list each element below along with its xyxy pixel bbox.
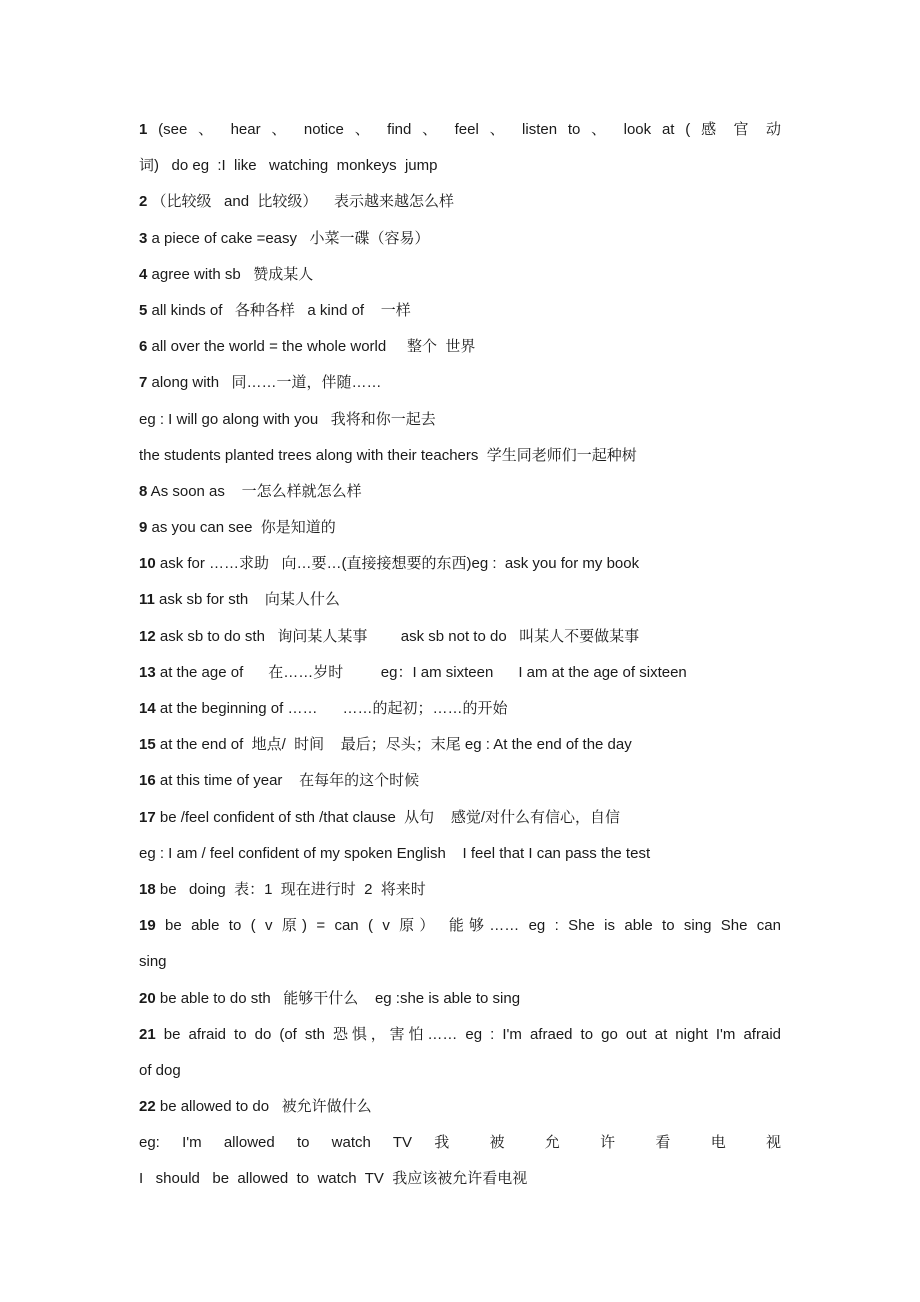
item-number: 2 bbox=[139, 193, 148, 211]
text-line-22 bbox=[139, 872, 781, 908]
line-text: （比较级 and 比较级） 表示越来越怎么样 bbox=[147, 193, 455, 211]
text-line-4 bbox=[139, 221, 781, 257]
line-text: be /feel confident of sth /that clause 从句 感觉/对什么有信心，自信 bbox=[155, 808, 621, 826]
line-text: be able to ( v 原) = can ( v 原） 能够…… eg : She is able to sing She can bbox=[155, 917, 781, 935]
text-line-10 bbox=[139, 438, 781, 474]
text-line-7 bbox=[139, 329, 781, 365]
text-line-30 bbox=[139, 1161, 781, 1197]
line-text: eg : I am / feel confident of my spoken English I feel that I can pass the test bbox=[139, 844, 651, 862]
line-text: a piece of cake =easy 小菜一碟（容易） bbox=[147, 229, 430, 247]
line-text: at the beginning of …… ……的起初；……的开始 bbox=[155, 700, 508, 717]
item-number: 11 bbox=[139, 591, 155, 609]
text-line-28 bbox=[139, 1089, 781, 1125]
item-number: 19 bbox=[139, 917, 156, 935]
line-text: agree with sb 赞成某人 bbox=[147, 265, 314, 283]
line-text: be allowed to do 被允许做什么 bbox=[155, 1098, 372, 1116]
text-line-26 bbox=[139, 1017, 781, 1053]
item-number: 20 bbox=[139, 989, 156, 1007]
text-line-24 bbox=[139, 944, 781, 980]
text-line-19 bbox=[139, 763, 781, 799]
text-line-21 bbox=[139, 836, 781, 872]
line-text: the students planted trees along with their teachers 学生同老师们一起种树 bbox=[139, 446, 637, 464]
line-text: as you can see 你是知道的 bbox=[147, 519, 336, 537]
text-line-14 bbox=[139, 582, 781, 618]
line-text: I should be allowed to watch TV 我应该被允许看电视 bbox=[139, 1170, 528, 1188]
document-page bbox=[139, 112, 781, 1198]
line-text: at the end of 地点/ 时间 最后；尽头；末尾 eg : At the end of the day bbox=[155, 736, 632, 754]
text-line-25 bbox=[139, 981, 781, 1017]
line-text: all kinds of 各种各样 a kind of 一样 bbox=[147, 301, 411, 319]
line-text: be afraid to do (of sth 恐惧，害怕…… eg : I'm afraed to go out at night I'm afraid bbox=[155, 1025, 781, 1043]
text-line-17 bbox=[139, 691, 781, 727]
item-number: 12 bbox=[139, 627, 156, 645]
item-number: 17 bbox=[139, 808, 156, 826]
item-number: 7 bbox=[139, 374, 148, 392]
line-text: all over the world = the whole world 整个 世界 bbox=[147, 338, 476, 356]
text-line-6 bbox=[139, 293, 781, 329]
item-number: 21 bbox=[139, 1025, 156, 1043]
text-line-16 bbox=[139, 655, 781, 691]
item-number: 1 bbox=[139, 121, 148, 138]
line-text: be doing 表：1 现在进行时 2 将来时 bbox=[155, 880, 426, 898]
text-line-29 bbox=[139, 1125, 781, 1161]
line-text: ask for ……求助 向…要…(直接接想要的东西)eg : ask you for my book bbox=[155, 555, 640, 573]
text-line-11 bbox=[139, 474, 781, 510]
text-line-2 bbox=[139, 148, 781, 184]
text-line-13 bbox=[139, 546, 781, 582]
line-text: As soon as 一怎么样就怎么样 bbox=[147, 482, 362, 500]
text-line-8 bbox=[139, 365, 781, 401]
item-number: 18 bbox=[139, 880, 156, 898]
line-text: 词) do eg :I like watching monkeys jump bbox=[139, 157, 438, 175]
line-text: be able to do sth 能够干什么 eg :she is able to sing bbox=[155, 989, 521, 1007]
line-text: (see 、 hear 、 notice 、 find 、 feel 、 listen to 、 look at ( 感 官 动 bbox=[147, 121, 781, 138]
item-number: 22 bbox=[139, 1098, 156, 1116]
item-number: 13 bbox=[139, 663, 156, 681]
line-text: eg : I will go along with you 我将和你一起去 bbox=[139, 410, 436, 428]
text-line-15 bbox=[139, 619, 781, 655]
line-text: at this time of year 在每年的这个时候 bbox=[155, 772, 420, 790]
item-number: 5 bbox=[139, 301, 148, 319]
text-line-18 bbox=[139, 727, 781, 763]
text-line-3 bbox=[139, 184, 781, 220]
text-line-12 bbox=[139, 510, 781, 546]
item-number: 15 bbox=[139, 736, 156, 754]
text-line-5 bbox=[139, 257, 781, 293]
line-text: ask sb for sth 向某人什么 bbox=[154, 591, 340, 609]
item-number: 3 bbox=[139, 229, 148, 247]
item-number: 6 bbox=[139, 338, 148, 356]
line-text: ask sb to do sth 询问某人某事 ask sb not to do 叫某人不要做某事 bbox=[155, 627, 640, 645]
line-text: along with 同……一道，伴随…… bbox=[147, 374, 382, 392]
line-text: at the age of 在……岁时 eg：I am sixteen I am at the age of sixteen bbox=[155, 663, 687, 681]
item-number: 10 bbox=[139, 555, 156, 573]
text-line-1 bbox=[139, 112, 781, 148]
item-number: 8 bbox=[139, 482, 148, 500]
text-line-27 bbox=[139, 1053, 781, 1089]
item-number: 14 bbox=[139, 700, 156, 717]
item-number: 9 bbox=[139, 519, 148, 537]
text-line-23 bbox=[139, 908, 781, 944]
item-number: 4 bbox=[139, 265, 148, 283]
line-text: of dog bbox=[139, 1061, 181, 1079]
text-line-9 bbox=[139, 402, 781, 438]
line-text: eg: I'm allowed to watch TV 我 被 允 许 看 电 视 bbox=[139, 1134, 781, 1152]
line-text: sing bbox=[139, 953, 167, 971]
item-number: 16 bbox=[139, 772, 156, 790]
text-line-20 bbox=[139, 800, 781, 836]
